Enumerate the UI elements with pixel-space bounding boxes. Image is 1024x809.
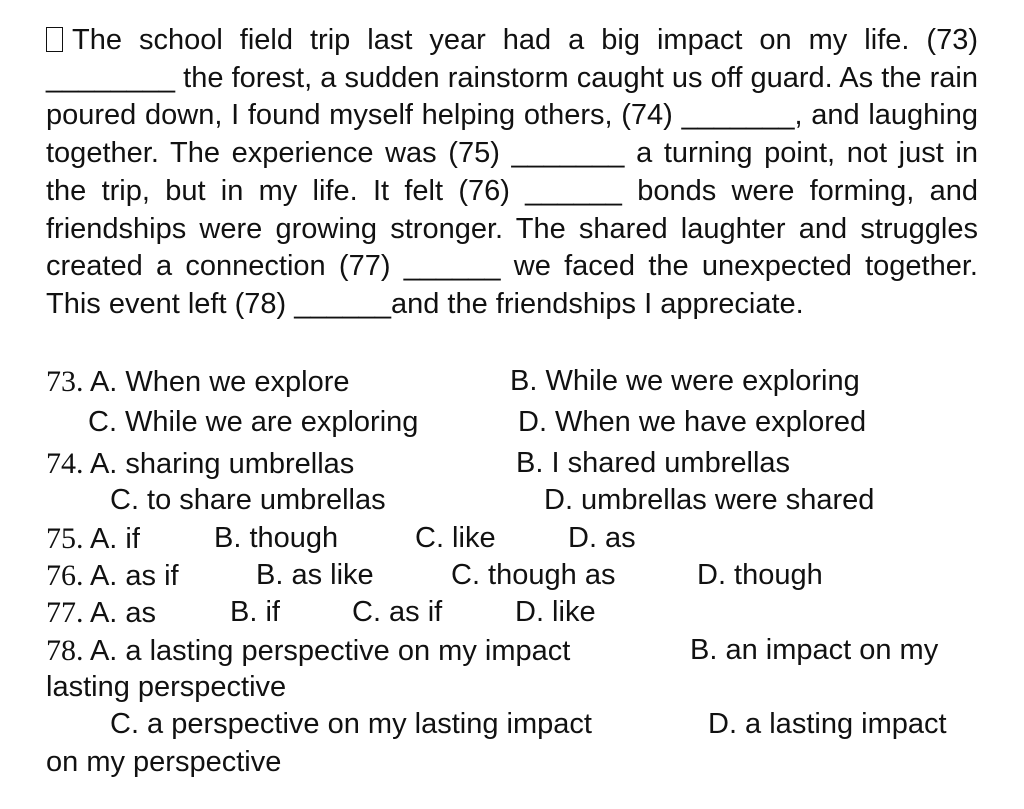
passage-line: (76) ______ bonds were forming, and friendships were growing [46, 174, 979, 245]
passage-line: ________ the forest, a sudden rainstorm caught us off guard. As [46, 61, 874, 94]
option-b: B. though [214, 522, 339, 554]
option-b: B. I shared umbrellas [516, 447, 791, 479]
question-number: 74. [46, 447, 84, 480]
option-d: D. umbrellas were shared [544, 484, 875, 516]
passage-line: the rain poured down, I found myself helping others, (74) [46, 61, 979, 132]
option-d: D. a lasting impact [708, 708, 947, 740]
square-box-icon [46, 27, 63, 52]
option-a: A. if [89, 523, 140, 555]
option-c: C. a perspective on my lasting impact [110, 708, 592, 740]
passage-line: _______ a turning point, not just in the trip, but in my life. It felt [46, 137, 979, 207]
option-c: C. as if [352, 596, 443, 628]
option-d: D. When we have explored [518, 406, 867, 438]
passage-line: (78) ______and the friendships I appreciate. [234, 287, 804, 320]
question-number: 76. [46, 559, 84, 592]
option-a: A. sharing umbrellas [89, 448, 355, 480]
question-75 [46, 520, 140, 558]
question-74 [46, 445, 354, 483]
option-d: D. like [515, 596, 596, 628]
option-b: B. an impact on my [690, 634, 939, 666]
question-number: 78. [46, 634, 84, 667]
option-a: A. as [89, 597, 157, 629]
question-77 [46, 594, 156, 632]
option-a: A. as if [89, 560, 179, 592]
question-number: 73. [46, 365, 84, 398]
passage-line: stronger. The shared laughter and struggles created a connection [46, 212, 979, 283]
question-76 [46, 557, 179, 595]
question-number: 77. [46, 596, 84, 629]
option-c: C. like [415, 522, 496, 554]
question-78 [46, 632, 570, 670]
option-a: A. When we explore [89, 366, 350, 398]
option-d: D. as [568, 522, 636, 554]
passage-line: _______, and laughing together. The experience was (75) [46, 99, 978, 170]
option-b-continued: lasting perspective [46, 671, 287, 703]
question-73 [46, 363, 349, 401]
option-c: C. While we are exploring [88, 406, 419, 438]
passage-line: (77) ______ we faced the unexpected together. This event left [46, 250, 978, 320]
passage-paragraph [46, 22, 978, 324]
option-b: B. While we were exploring [510, 365, 860, 397]
option-d-continued: on my perspective [46, 746, 282, 778]
option-a: A. a lasting perspective on my impact [89, 635, 571, 667]
passage-line: The school field trip last year had a big impact on my life. (73) [72, 24, 978, 56]
option-c: C. though as [451, 559, 616, 591]
option-b: B. as like [256, 559, 374, 591]
option-d: D. though [697, 559, 823, 591]
option-b: B. if [230, 596, 280, 628]
question-number: 75. [46, 522, 84, 555]
option-c: C. to share umbrellas [110, 484, 386, 516]
